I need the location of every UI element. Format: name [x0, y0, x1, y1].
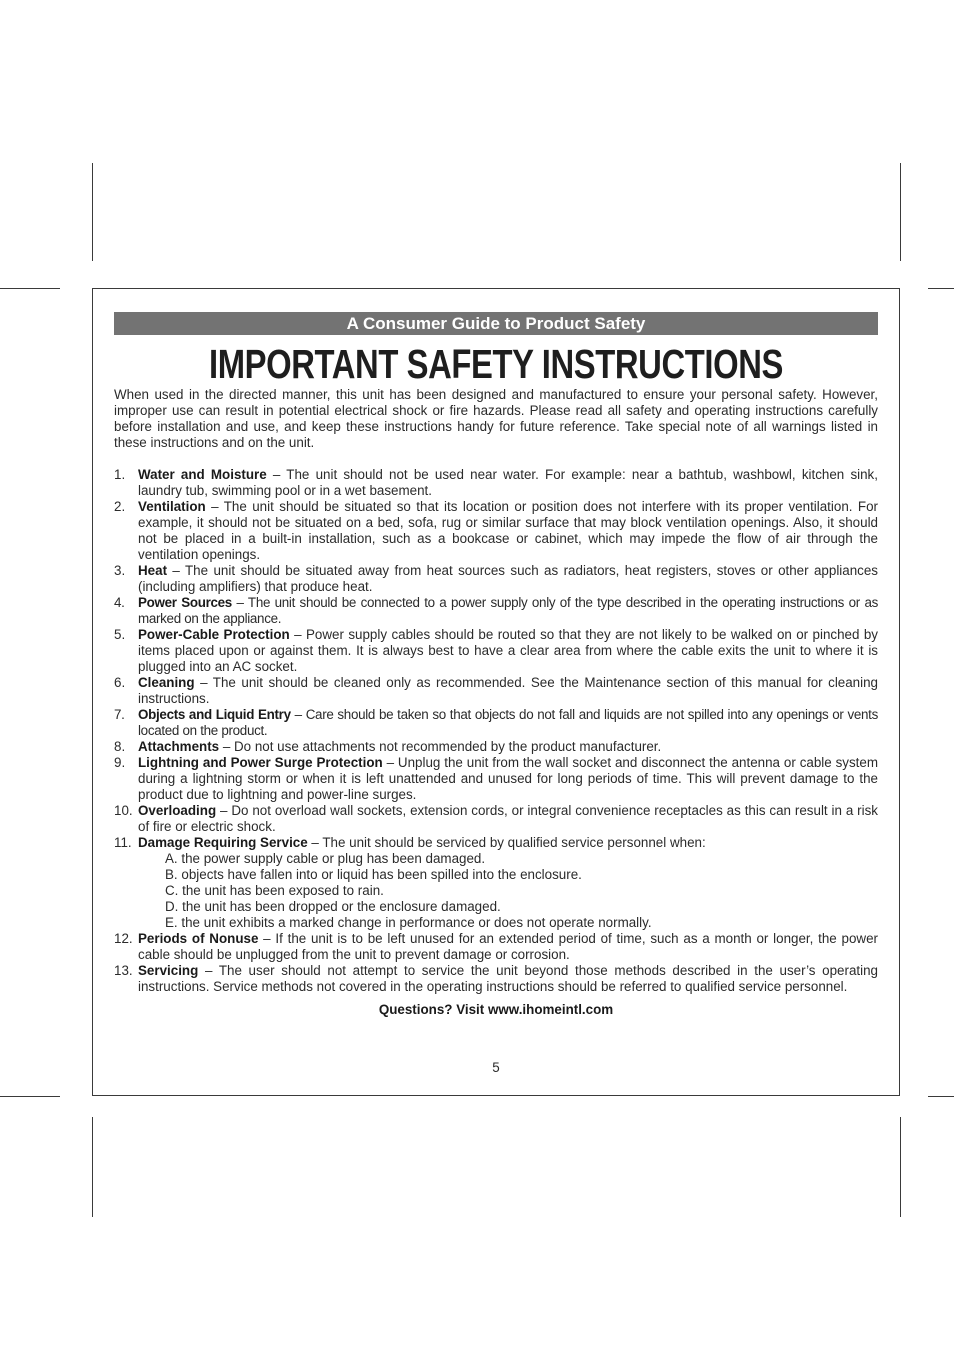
item-text: – Power supply cables should be routed so that they are not likely to be walked on or pinched by items placed upon or against them. It is always best to have a clear area from where the cable exits the unit to where it is plugged into an AC socket. — [138, 627, 878, 674]
item-text: – If the unit is to be left unused for an extended period of time, such as a month or longer, the power cable should be unplugged from the unit to prevent damage or corrosion. — [138, 931, 878, 962]
list-item — [114, 755, 878, 803]
list-item — [114, 499, 878, 563]
intro-paragraph: When used in the directed manner, this unit has been designed and manufactured to ensure your personal safety. However, improper use can result in potential electrical shock or fire hazards. Please read all safety and operating instructions carefully before installation and use, and keep these instructions handy for future reference. Take special note of all warnings listed in these instructions and on the unit. — [114, 387, 878, 450]
list-item — [114, 707, 878, 739]
item-title: Attachments — [138, 739, 220, 754]
item-title: Power-Cable Protection — [138, 627, 290, 642]
item-text: – The unit should be situated away from heat sources such as radiators, heat registers, stoves or other appliances (including amplifiers) that produce heat. — [138, 563, 878, 594]
item-text: – The unit should be serviced by qualified service personnel when: — [307, 835, 706, 850]
sublist-item: D. the unit has been dropped or the enclosure damaged. — [165, 899, 501, 914]
item-title: Heat — [138, 563, 168, 578]
item-text: – Do not overload wall sockets, extension cords, or integral convenience receptacles as this can result in a risk of fire or electric shock. — [138, 803, 878, 834]
item-number: 6. — [114, 675, 126, 690]
sublist-item: C. the unit has been exposed to rain. — [165, 883, 384, 898]
list-item — [114, 467, 878, 499]
sublist-item: E. the unit exhibits a marked change in performance or does not operate normally. — [165, 915, 652, 930]
list-item — [114, 627, 878, 675]
item-text: – The unit should not be used near water. For example: near a bathtub, washbowl, kitchen sink, laundry tub, swimming pool or in a wet basement. — [138, 467, 878, 498]
item-text: – The unit should be cleaned only as recommended. See the Maintenance section of this manual for cleaning instructions. — [138, 675, 878, 706]
crop-mark-left-bottom — [0, 1096, 60, 1097]
list-item — [114, 931, 878, 963]
item-title: Ventilation — [138, 499, 206, 514]
crop-mark-right-top — [928, 288, 954, 289]
item-title: Damage Requiring Service — [138, 835, 308, 850]
item-number: 8. — [114, 739, 126, 754]
item-text: – Do not use attachments not recommended by the product manufacturer. — [219, 739, 662, 754]
safety-list — [114, 467, 878, 995]
damage-sublist — [138, 851, 878, 931]
item-text: – The user should not attempt to service the unit beyond those methods described in the user’s operating instructions. Service methods not covered in the operating instructions should be referred to qualified service personnel. — [138, 963, 878, 994]
list-item — [114, 835, 878, 931]
list-item — [114, 675, 878, 707]
item-number: 7. — [114, 707, 125, 722]
sublist-item: B. objects have fallen into or liquid has been spilled into the enclosure. — [165, 867, 582, 882]
crop-mark-bottom-right — [900, 1117, 901, 1217]
list-item — [114, 563, 878, 595]
list-item — [114, 595, 878, 627]
crop-mark-top-right — [900, 163, 901, 261]
crop-mark-top-left — [92, 163, 93, 261]
item-title: Overloading — [138, 803, 217, 818]
item-number: 11. — [114, 835, 132, 850]
crop-mark-right-bottom — [928, 1096, 954, 1097]
item-text: – Care should be taken so that objects do not fall and liquids are not spilled into any openings or vents located on the product. — [138, 707, 879, 738]
crop-mark-bottom-left — [92, 1117, 93, 1217]
page-title: IMPORTANT SAFETY INSTRUCTIONS — [209, 341, 783, 387]
item-title: Cleaning — [138, 675, 195, 690]
list-item — [114, 963, 878, 995]
list-item — [114, 739, 878, 755]
item-number: 3. — [114, 563, 126, 578]
sublist-item: A. the power supply cable or plug has been damaged. — [165, 851, 486, 866]
item-text: – The unit should be situated so that its location or position does not interfere with its proper ventilation. For example, it should not be situated on a bed, sofa, rug or similar surface that may block ventilation openings. Also, it should not be placed in a built-in installation, such as a bookcase or cabinet, which may impede the flow of air through the ventilation openings. — [138, 499, 878, 562]
item-number: 1. — [114, 467, 126, 482]
section-banner: A Consumer Guide to Product Safety — [114, 312, 878, 335]
item-number: 10. — [114, 803, 133, 818]
item-title: Water and Moisture — [138, 467, 267, 482]
item-number: 2. — [114, 499, 126, 514]
item-text: – The unit should be connected to a power supply only of the type described in the operating instructions or as marked on the appliance. — [138, 595, 878, 626]
item-number: 12. — [114, 931, 133, 946]
item-number: 5. — [114, 627, 126, 642]
item-title: Servicing — [138, 963, 199, 978]
item-number: 13. — [114, 963, 133, 978]
item-title: Power Sources — [138, 595, 232, 610]
item-title: Periods of Nonuse — [138, 931, 259, 946]
item-title: Lightning and Power Surge Protection — [138, 755, 383, 770]
page-number: 5 — [492, 1060, 500, 1075]
list-item — [114, 803, 878, 835]
questions-link: Questions? Visit www.ihomeintl.com — [378, 1002, 614, 1017]
item-number: 4. — [114, 595, 125, 610]
item-title: Objects and Liquid Entry — [138, 707, 291, 722]
crop-mark-left-top — [0, 288, 60, 289]
item-number: 9. — [114, 755, 126, 770]
item-text: – Unplug the unit from the wall socket and disconnect the antenna or cable system during a lightning storm or when it is left unattended and unused for long periods of time. This will prevent damage to the product due to lightning and power-line surges. — [138, 755, 879, 802]
